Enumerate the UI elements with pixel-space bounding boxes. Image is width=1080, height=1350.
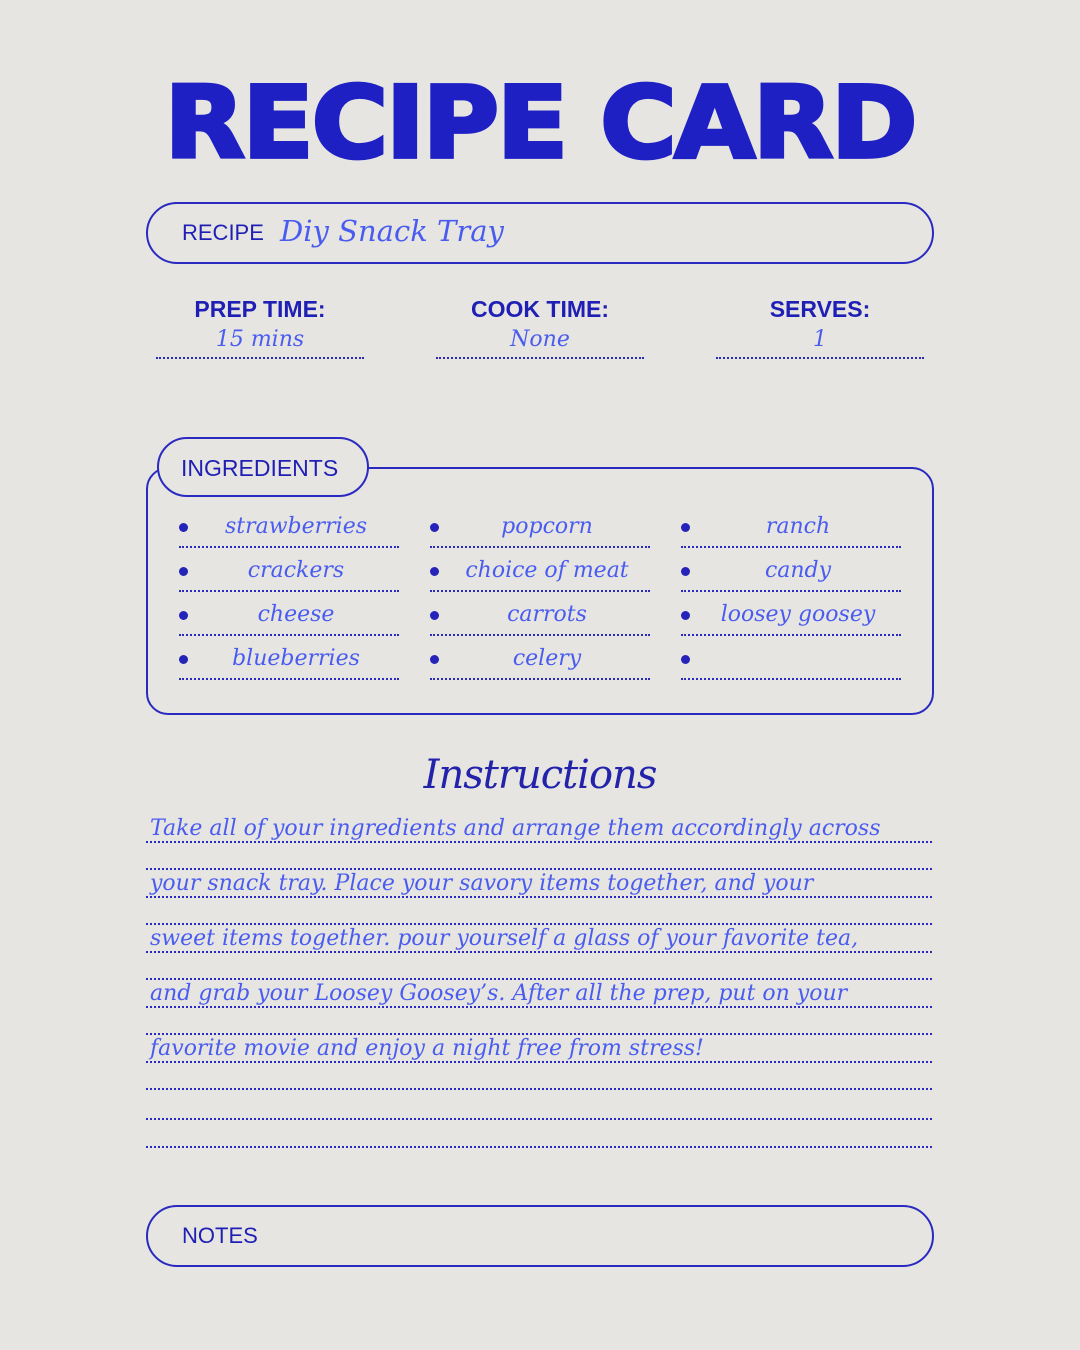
ingredient: cheese (257, 602, 335, 627)
bullet-icon (430, 655, 439, 664)
instruction-text: sweet items together. pour yourself a glass of your favorite tea, (150, 926, 859, 951)
serves (716, 296, 924, 359)
list-item[interactable] (430, 510, 650, 554)
underline (179, 590, 399, 592)
underline (179, 546, 399, 548)
list-item[interactable] (430, 642, 650, 686)
underline (430, 634, 650, 636)
ingredient: celery (512, 646, 582, 671)
ingredient: candy (764, 558, 832, 583)
list-item[interactable] (681, 642, 901, 686)
bullet-icon (179, 567, 188, 576)
ingredient: popcorn (501, 514, 593, 539)
instruction-text: your snack tray. Place your savory items together, and your (150, 871, 814, 896)
serves-heading: SERVES: (769, 296, 871, 322)
bullet-icon (430, 611, 439, 620)
blank-line (146, 1146, 932, 1148)
page-title: RECIPE CARD (164, 65, 916, 181)
bullet-icon (681, 523, 690, 532)
prep-time-value[interactable]: 15 mins (215, 327, 305, 352)
ingredient: loosey goosey (720, 602, 876, 627)
instruction-line (146, 922, 932, 977)
list-item[interactable] (430, 598, 650, 642)
cook-time-heading: COOK TIME: (471, 296, 609, 322)
bullet-icon (681, 567, 690, 576)
ingredient: crackers (247, 558, 345, 583)
prep-time-line (156, 357, 364, 359)
ingredient: ranch (765, 514, 831, 539)
instruction-text: favorite movie and enjoy a night free from stress! (150, 1036, 704, 1061)
underline (681, 590, 901, 592)
list-item[interactable] (681, 554, 901, 598)
instruction-text: Take all of your ingredients and arrange them accordingly across (150, 816, 881, 841)
instruction-line (146, 867, 932, 922)
ingredients-column-2 (430, 510, 650, 686)
ingredients-column-1 (179, 510, 399, 686)
underline (681, 546, 901, 548)
list-item[interactable] (179, 554, 399, 598)
list-item[interactable] (681, 598, 901, 642)
instructions-body[interactable] (146, 812, 932, 1087)
bullet-icon (179, 655, 188, 664)
instruction-text: and grab your Loosey Goosey’s. After all the prep, put on your (150, 981, 848, 1006)
ingredient: blueberries (232, 646, 360, 671)
underline (430, 590, 650, 592)
underline (146, 841, 932, 843)
ingredient: strawberries (224, 514, 368, 539)
bullet-icon (681, 611, 690, 620)
underline (146, 896, 932, 898)
underline (146, 1061, 932, 1063)
list-item[interactable] (681, 510, 901, 554)
ingredient: choice of meat (465, 558, 629, 583)
prep-time (156, 296, 364, 359)
ingredient: carrots (507, 602, 587, 627)
ingredients-label: INGREDIENTS (157, 437, 369, 497)
underline (146, 1006, 932, 1008)
ingredients-column-3 (681, 510, 901, 686)
underline (179, 678, 399, 680)
recipe-label: RECIPE (182, 220, 264, 245)
recipe-name: Diy Snack Tray (280, 214, 504, 248)
list-item[interactable] (179, 510, 399, 554)
instructions-title: Instructions (423, 752, 657, 798)
cook-time (436, 296, 644, 359)
bullet-icon (681, 655, 690, 664)
bullet-icon (430, 523, 439, 532)
underline (146, 951, 932, 953)
recipe-field[interactable] (146, 202, 934, 264)
serves-value[interactable]: 1 (813, 327, 827, 352)
underline (430, 546, 650, 548)
cook-time-value[interactable]: None (510, 327, 570, 352)
list-item[interactable] (179, 642, 399, 686)
bullet-icon (179, 523, 188, 532)
instruction-line (146, 977, 932, 1032)
blank-line (146, 1118, 932, 1120)
notes-field[interactable] (146, 1205, 934, 1267)
instruction-line (146, 812, 932, 867)
underline (430, 678, 650, 680)
list-item[interactable] (179, 598, 399, 642)
underline (146, 1088, 932, 1090)
underline (179, 634, 399, 636)
bullet-icon (430, 567, 439, 576)
bullet-icon (179, 611, 188, 620)
prep-time-heading: PREP TIME: (194, 296, 326, 322)
instruction-line (146, 1032, 932, 1087)
serves-line (716, 357, 924, 359)
notes-label: NOTES (182, 1223, 258, 1248)
list-item[interactable] (430, 554, 650, 598)
underline (681, 634, 901, 636)
cook-time-line (436, 357, 644, 359)
underline (681, 678, 901, 680)
